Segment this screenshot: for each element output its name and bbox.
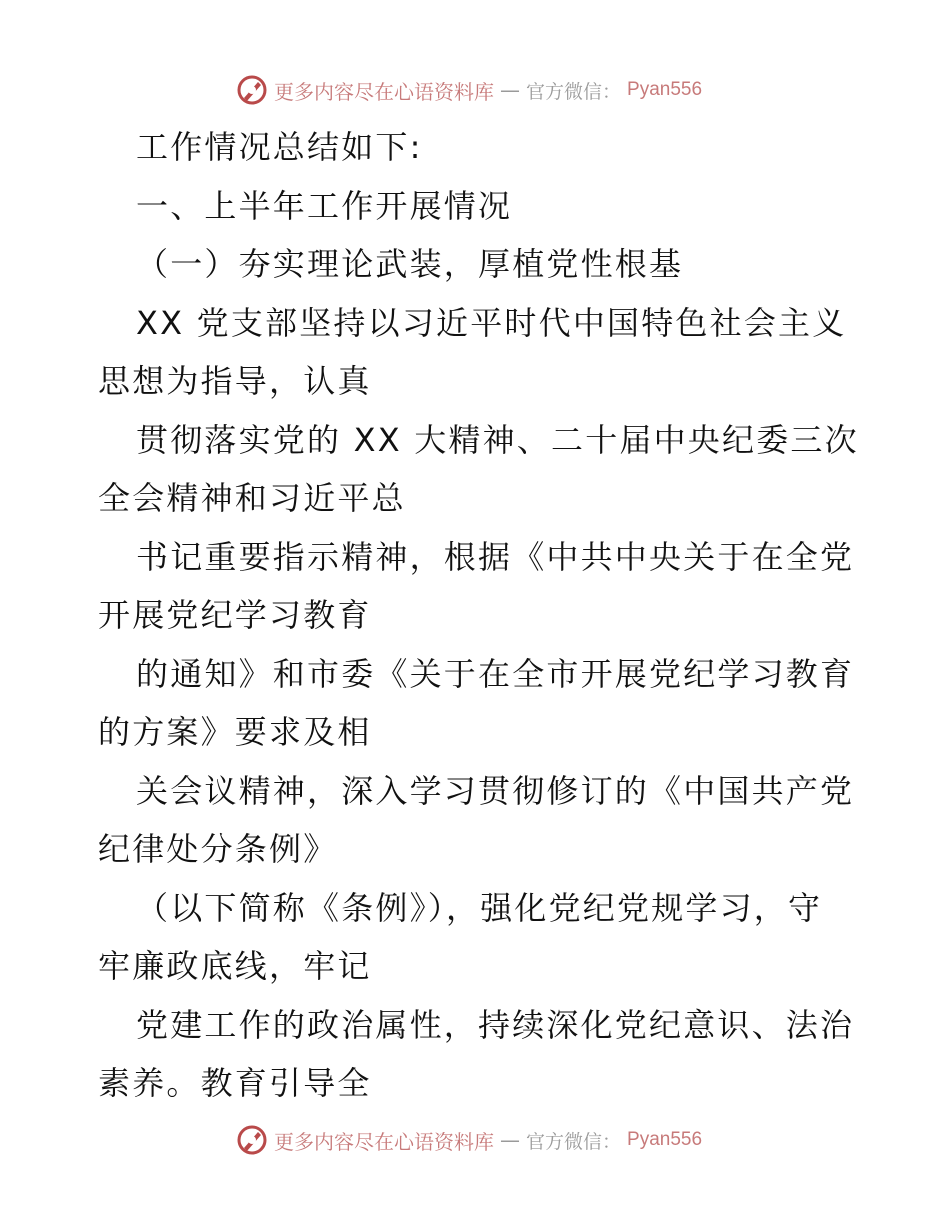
watermark-wechat-id: Pyan556: [627, 1129, 703, 1150]
paragraph-line: （以下简称《条例》），强化党纪党规学习，守: [136, 888, 823, 927]
document-body: [98, 118, 858, 1113]
watermark-banner-top: [236, 72, 716, 108]
paragraph-line: 纪律处分条例》: [98, 830, 338, 868]
paragraph-line: 牢廉政底线，牢记: [98, 947, 372, 985]
paragraph-line: 党建工作的政治属性，持续深化党纪意识、法治: [136, 1005, 855, 1044]
watermark-site-text: 更多内容尽在心语资料库: [274, 1129, 494, 1154]
watermark-wechat-label: 官方微信：: [526, 1130, 622, 1153]
paragraph-line: 全会精神和习近平总: [98, 479, 406, 517]
paragraph-line: 开展党纪学习教育: [98, 596, 372, 634]
pen-seal-icon: [236, 74, 268, 106]
paragraph-line: 书记重要指示精神，根据《中共中央关于在全党: [136, 537, 855, 576]
paragraph-line: 的通知》和市委《关于在全市开展党纪学习教育: [136, 654, 855, 693]
paragraph-line: 关会议精神，深入学习贯彻修订的《中国共产党: [136, 771, 855, 810]
paragraph-line: 的方案》要求及相: [98, 713, 372, 751]
section-heading: 一、上半年工作开展情况: [136, 186, 513, 225]
watermark-dash: —: [500, 78, 520, 102]
intro-line: 工作情况总结如下:: [136, 128, 423, 166]
paragraph-line: 思想为指导，认真: [98, 362, 372, 400]
paragraph-line: 贯彻落实党的 XX 大精神、二十届中央纪委三次: [136, 420, 859, 459]
watermark-wechat-id: Pyan556: [627, 79, 703, 100]
watermark-wechat-label: 官方微信：: [526, 80, 622, 103]
subsection-heading: （一）夯实理论武装，厚植党性根基: [136, 245, 684, 283]
watermark-dash: —: [500, 1128, 520, 1152]
watermark-site-text: 更多内容尽在心语资料库: [274, 79, 494, 104]
pen-seal-icon: [236, 1124, 268, 1156]
watermark-banner-bottom: [236, 1122, 716, 1158]
paragraph-line: XX 党支部坚持以习近平时代中国特色社会主义: [136, 303, 847, 342]
paragraph-line: 素养。教育引导全: [98, 1064, 372, 1102]
